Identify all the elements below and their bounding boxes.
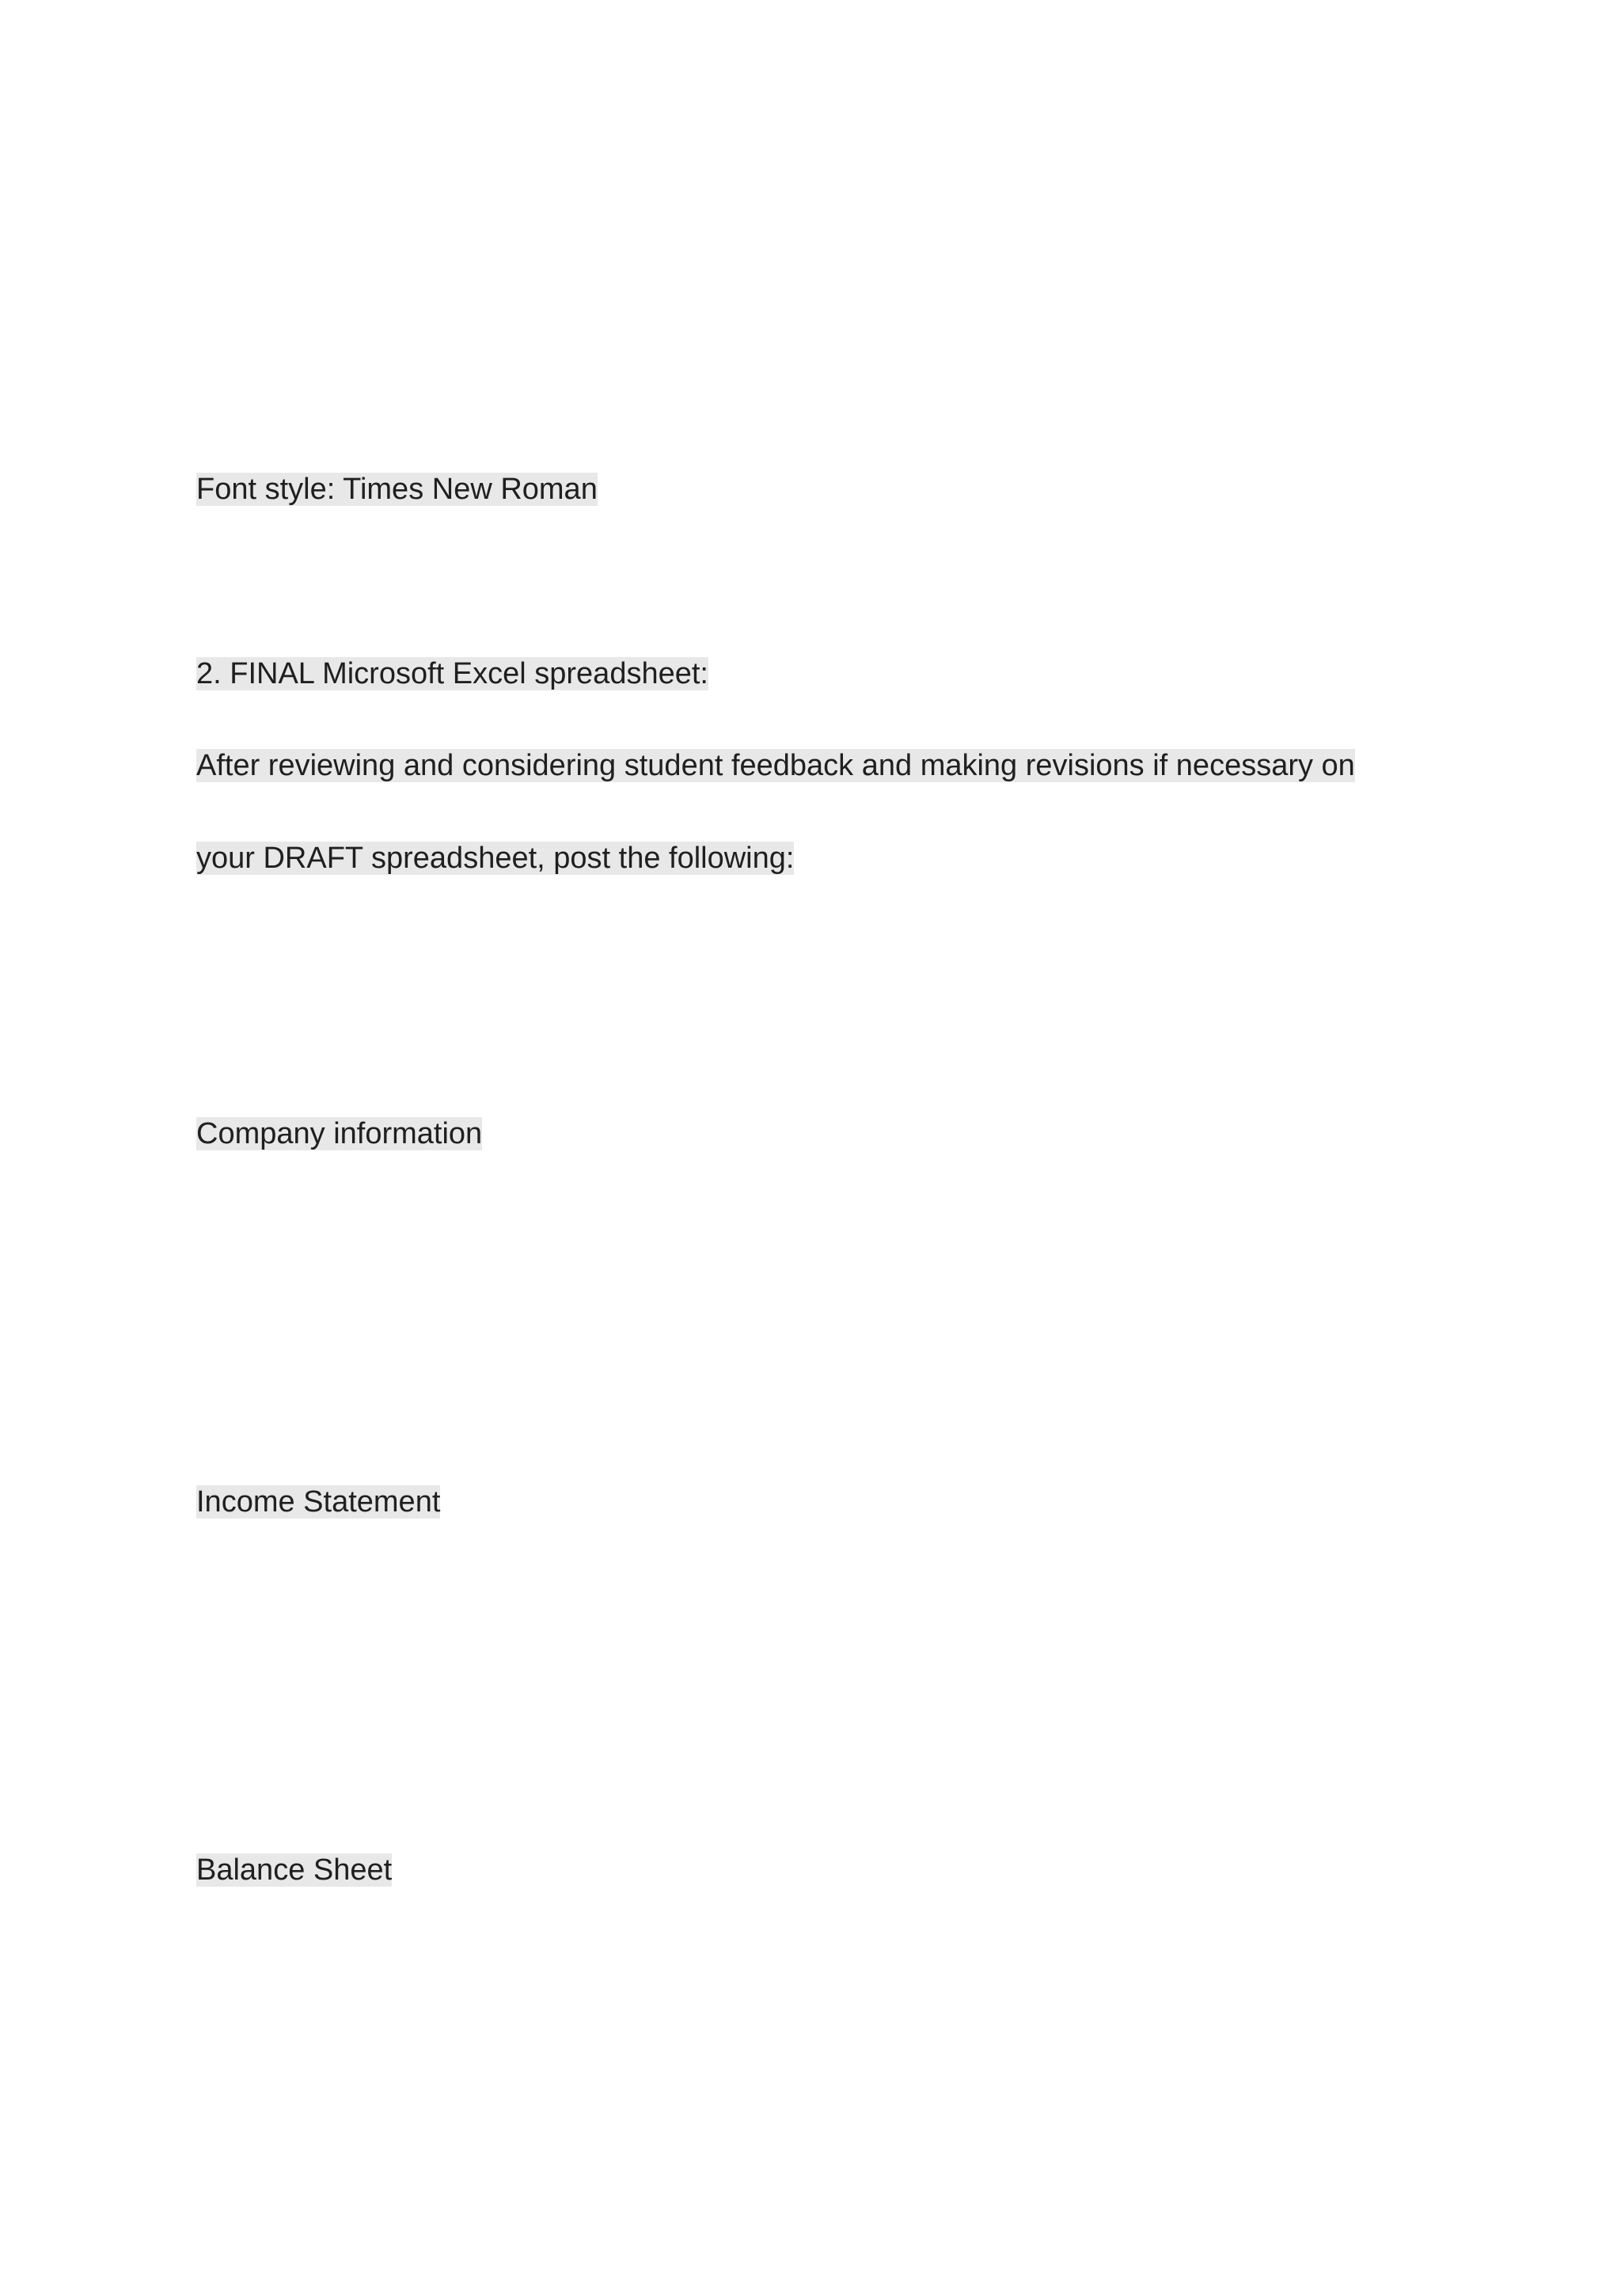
income-statement-text: Income Statement: [196, 1485, 441, 1519]
company-information-item: [196, 1116, 482, 1151]
instructions-line-1: [196, 748, 1355, 783]
instructions-line-2: [196, 841, 794, 876]
final-excel-heading-text: 2. FINAL Microsoft Excel spreadsheet:: [196, 657, 708, 690]
company-information-text: Company information: [196, 1117, 483, 1150]
font-style-text: Font style: Times New Roman: [196, 473, 598, 506]
income-statement-item: [196, 1484, 440, 1519]
instructions-line-1-text: After reviewing and considering student feedback and making revisions if necessary on: [196, 749, 1355, 782]
instructions-line-2-text: your DRAFT spreadsheet, post the following:: [196, 842, 795, 875]
final-excel-heading: [196, 656, 708, 691]
font-style-line: [196, 472, 598, 507]
balance-sheet-item: [196, 1853, 392, 1887]
balance-sheet-text: Balance Sheet: [196, 1853, 393, 1887]
